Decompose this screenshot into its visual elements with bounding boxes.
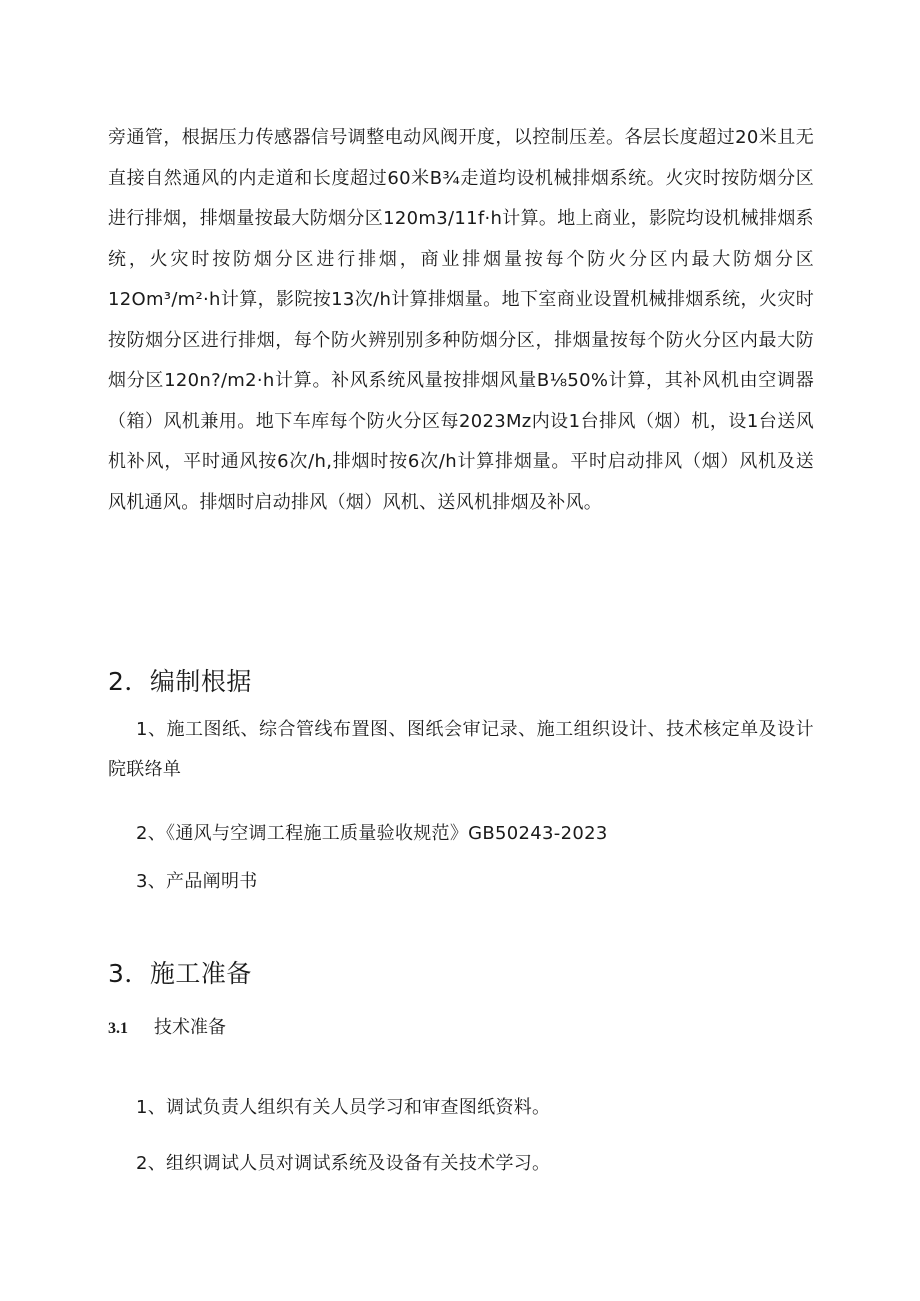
subsection-heading — [108, 1012, 226, 1045]
list-item-preparation-2: 2、组织调试人员对调试系统及设备有关技术学习。 — [136, 1153, 551, 1174]
list-item-basis-1: 1、施工图纸、综合管线布置图、图纸会审记录、施工组织设计、技术核定单及设计院联络单 — [108, 719, 814, 780]
list-item-basis-2: 2、《通风与空调工程施工质量验收规范》GB50243-2023 — [136, 823, 608, 844]
subsection-number: 3.1 — [108, 1020, 128, 1037]
subsection-title: 技术准备 — [154, 1017, 226, 1038]
body-paragraph: 旁通管，根据压力传感器信号调整电动风阀开度，以控制压差。各层长度超过20米且无直接自然通风的内走道和长度超过60米B¾走道均设机械排烟系统。火灾时按防烟分区进行排烟，排烟量按最大防烟分区120m3/11f·h计算。地上商业，影院均设机械排烟系统，火灾时按防烟分区进行排烟，商业排烟量按每个防火分区内最大防烟分区12Om³/m²·h计算，影院按13次/h计算排烟量。地下室商业设置机械排烟系统，火灾时按防烟分区进行排烟，每个防火辨别别多种防烟分区，排烟量按每个防火分区内最大防烟分区120n?/m2·h计算。补风系统风量按排烟风量B⅛50%计算，其补风机由空调器（箱）风机兼用。地下车库每个防火分区每2023Mz内设1台排风（烟）机，设1台送风机补风，平时通风按6次/h,排烟时按6次/h计算排烟量。平时启动排风（烟）风机及送风机通风。排烟时启动排风（烟）风机、送风机排烟及补风。 — [108, 127, 814, 513]
list-item-basis-3: 3、产品阐明书 — [136, 871, 258, 892]
section-heading-preparation: 3．施工准备 — [108, 959, 252, 988]
list-item-preparation-1: 1、调试负责人组织有关人员学习和审查图纸资料。 — [136, 1097, 551, 1118]
section-heading-basis: 2．编制根据 — [108, 667, 252, 696]
